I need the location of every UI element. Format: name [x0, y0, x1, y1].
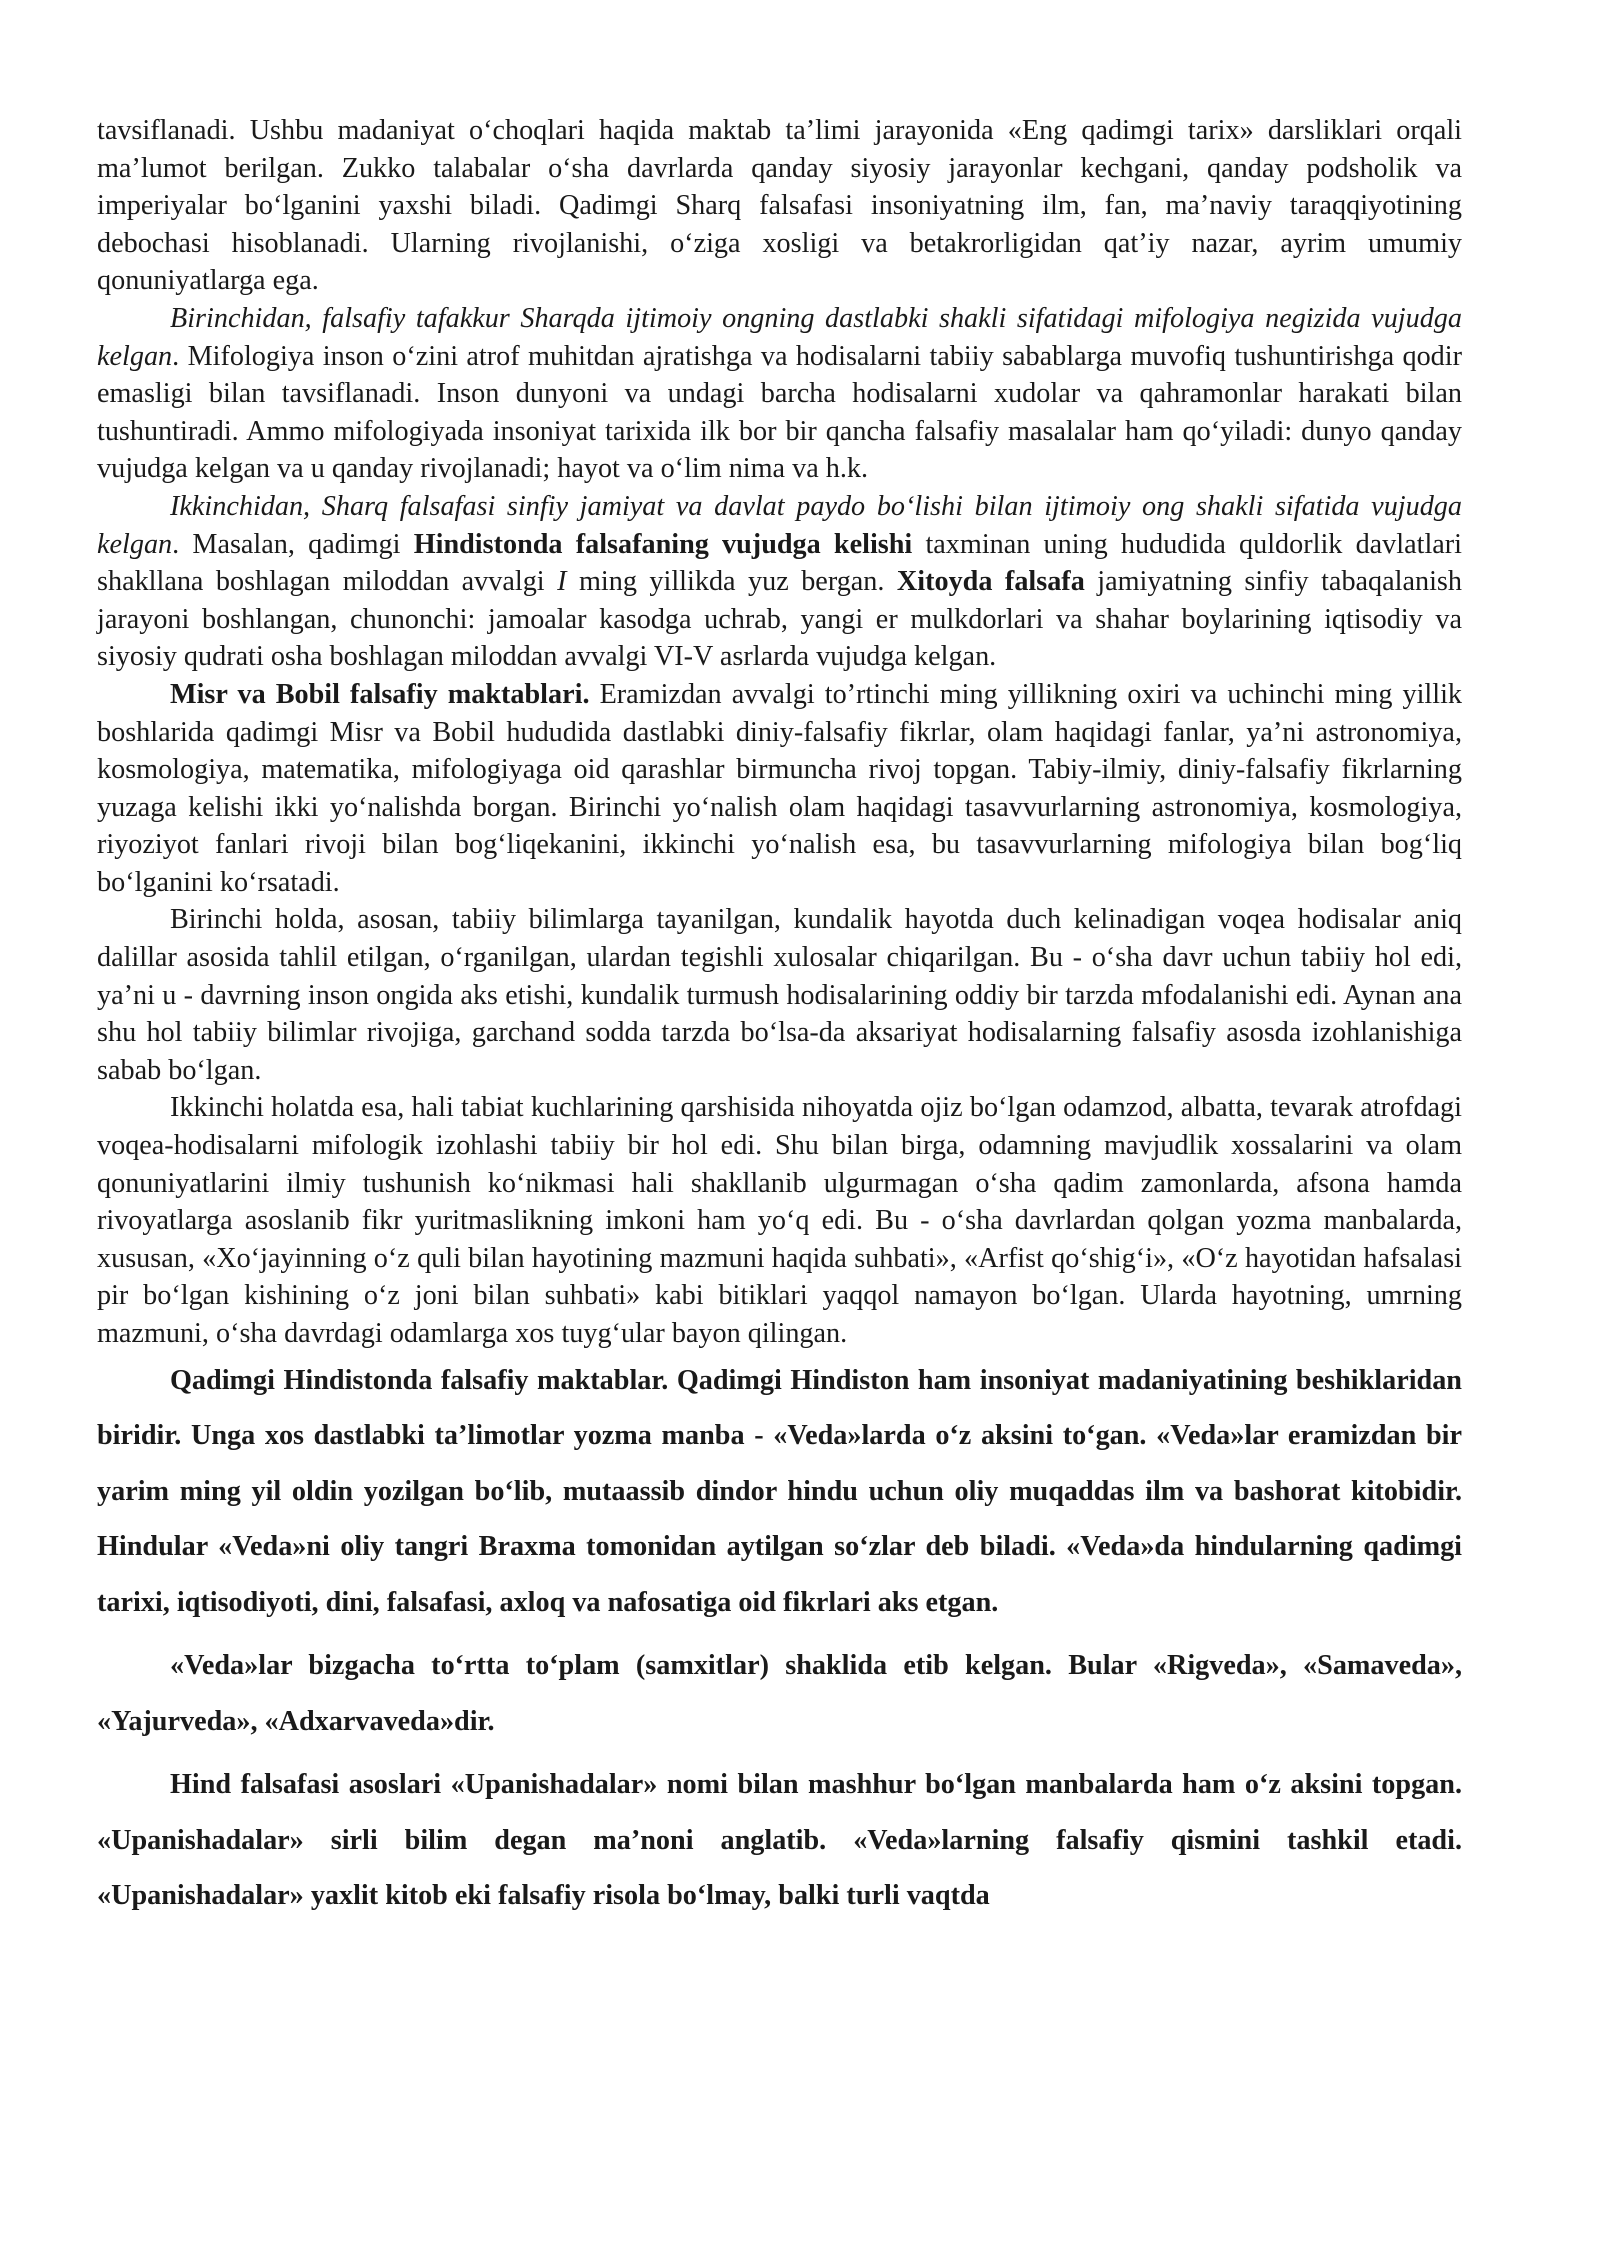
paragraph-3-bold-india: Hindistonda falsafaning vujudga kelishi [413, 528, 913, 560]
paragraph-6: Ikkinchi holatda esa, hali tabiat kuchlarining qarshisida nihoyatda ojiz bo‘lgan odamzod, albatta, tevarak atrofdagi voqea-hodisalarni mifologik izohlashi tabiiy bir hol edi. Shu bilan birga, odamning mavjudlik xossalarini va olam qonuniyatlarini ilmiy tushunish ko‘nikmasi hali shakllanib ulgurmagan o‘sha qadim zamonlarda, afsona hamda rivoyatlarga asoslanib fikr yuritmaslikning imkoni ham yo‘q edi. Bu - o‘sha davrlardan qolgan yozma manbalarda, xususan, «Xo‘jayinning o‘z quli bilan hayotining mazmuni haqida suhbati», «Arfist qo‘shig‘i», «O‘z hayotidan hafsalasi pir bo‘lgan kishining o‘z joni bilan suhbati» kabi bitiklari yaqqol namayon bo‘lgan. Ularda hayotning, umrning mazmuni, o‘sha davrdagi odamlarga xos tuyg‘ular bayon qilingan. [97, 1092, 1462, 1349]
paragraph-3-text-2: taxminan uning hududida quldorlik davlatlari shakllana boshlagan miloddan avvalgi [97, 528, 1463, 598]
paragraph-3-bold-china: Xitoyda falsafa [896, 566, 1085, 598]
paragraph-7-india-schools: Qadimgi Hindistonda falsafiy maktablar. Qadimgi Hindiston ham insoniyat madaniyatining beshiklaridan biridir. Unga xos dastlabki ta’limotlar yozma manba - «Veda»larda o‘z aksini to‘gan. «Veda»lar eramizdan bir yarim ming yil oldin yozilgan bo‘lib, mutaassib dindor hindu uchun oliy muqaddas ilm va bashorat kitobidir. Hindular «Veda»ni oliy tangri Braxma tomonidan aytilgan so‘zlar deb biladi. «Veda»da hindularning qadimgi tarixi, iqtisodiyoti, dini, falsafasi, axloq va nafosatiga oid fikrlari aks etgan. [97, 1364, 1462, 1618]
paragraph-3-text-3: ming yillikda yuz bergan. [566, 566, 897, 598]
paragraph-3-text-4: jamiyatning sinfiy tabaqalanish jarayoni boshlangan, chunonchi: jamoalar kasodga uchrab, yangi er mulkdorlari va shahar boylarining iqtisodiy va siyosiy qudrati osha boshlagan miloddan avvalgi VI-V asrlarda vujudga kelgan. [97, 566, 1462, 673]
document-page [97, 112, 1462, 1924]
paragraph-2 [97, 300, 1462, 488]
paragraph-9-upanishads: Hind falsafasi asoslari «Upanishadalar» nomi bilan mashhur bo‘lgan manbalarda ham o‘z aksini topgan. «Upanishadalar» sirli bilim degan ma’noni anglatib. «Veda»larning falsafiy qismini tashkil etadi. «Upanishadalar» yaxlit kitob eki falsafiy risola bo‘lmay, balki turli vaqtda [97, 1769, 1462, 1912]
paragraph-2-text: . Mifologiya inson o‘zini atrof muhitdan ajratishga va hodisalarni tabiiy sabablarga muvofiq tushuntirishga qodir emasligi bilan tavsiflanadi. Inson dunyoni va undagi barcha hodisalarni xudolar va qahramonlar harakati bilan tushuntiradi. Ammo mifologiyada insoniyat tarixida ilk bor bir qancha falsafiy masalalar ham qo‘yiladi: dunyo qanday vujudga kelgan va u qanday rivojlanadi; hayot va o‘lim nima va h.k. [97, 340, 1462, 485]
paragraph-3-italic-lead: Ikkinchidan, Sharq falsafasi sinfiy jamiyat va davlat paydo bo‘lishi bilan ijtimoiy ong shakli sifatida vujudga kelgan [97, 490, 1462, 560]
paragraph-8-vedas: «Veda»lar bizgacha to‘rtta to‘plam (samxitlar) shaklida etib kelgan. Bular «Rigveda», «Samaveda», «Yajurveda», «Adxarvaveda»dir. [97, 1650, 1462, 1737]
section-heading-egypt-babylon: Misr va Bobil falsafiy maktablari. [170, 678, 590, 710]
paragraph-4 [97, 676, 1462, 902]
paragraph-3-text-1: . Masalan, qadimgi [172, 528, 414, 560]
paragraph-1: tavsiflanadi. Ushbu madaniyat o‘choqlari haqida maktab ta’limi jarayonida «Eng qadimgi tarix» darsliklari orqali ma’lumot berilgan. Zukko talabalar o‘sha davrlarda qanday siyosiy jarayonlar kechgani, qanday podsholik va imperiyalar bo‘lganini yaxshi biladi. Qadimgi Sharq falsafasi insoniyatning ilm, fan, ma’naviy taraqqiyotining debochasi hisoblanadi. Ularning rivojlanishi, o‘ziga xosligi va betakrorligidan qat’iy nazar, ayrim umumiy qonuniyatlarga ega. [97, 115, 1462, 297]
paragraph-3 [97, 488, 1462, 676]
paragraph-4-text: Eramizdan avvalgi to’rtinchi ming yillikning oxiri va uchinchi ming yillik boshlarida qadimgi Misr va Bobil hududida dastlabki diniy-falsafiy fikrlar, olam haqidagi fanlar, ya’ni astronomiya, kosmologiya, matematika, mifologiyaga oid qarashlar birmuncha rivoj topgan. Tabiy-ilmiy, diniy-falsafiy fikrlarning yuzaga kelishi ikki yo‘nalishda borgan. Birinchi yo‘nalish olam haqidagi tasavvurlarning astronomiya, kosmologiya, riyoziyot fanlari rivoji bilan bog‘liqekanini, ikkinchi yo‘nalish esa, bu tasavvurlarning mifologiya bilan bog‘liq bo‘lganini ko‘rsatadi. [97, 678, 1462, 898]
paragraph-2-italic-lead: Birinchidan, falsafiy tafakkur Sharqda ijtimoiy ongning dastlabki shakli sifatidagi mifologiya negizida vujudga kelgan [97, 302, 1462, 372]
paragraph-5: Birinchi holda, asosan, tabiiy bilimlarga tayanilgan, kundalik hayotda duch kelinadigan voqea hodisalar aniq dalillar asosida tahlil etilgan, o‘rganilgan, ulardan tegishli xulosalar chiqarilgan. Bu - o‘sha davr uchun tabiiy hol edi, ya’ni u - davrning inson ongida aks etishi, kundalik turmush hodisalarining oddiy bir tarzda mfodalanishi edi. Aynan ana shu hol tabiiy bilimlar rivojiga, garchand sodda tarzda bo‘lsa-da aksariyat hodisalarning falsafiy asosda izohlanishiga sabab bo‘lgan. [97, 904, 1462, 1086]
paragraph-3-italic-numeral: I [557, 566, 567, 598]
